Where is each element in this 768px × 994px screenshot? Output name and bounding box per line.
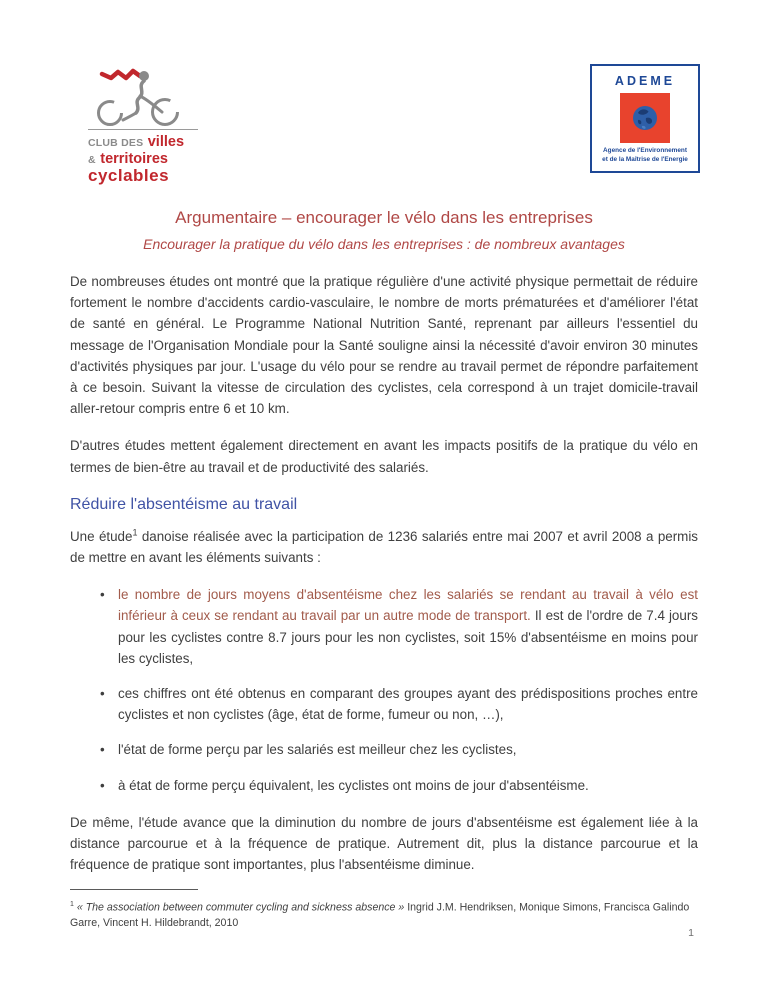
paragraph-other-studies: D'autres études mettent également directement en avant les impacts positifs de la pratique du vélo en termes de bien-être au travail et de productivité des salariés. xyxy=(70,438,698,475)
club-logo-amp: & xyxy=(88,154,96,166)
finding-highlight: le nombre de jours moyens d'absentéisme chez les salariés se rendant au travail à vélo est inférieur à ceux se rendant au travail par un autre mode de transport. xyxy=(118,587,698,624)
footnote-block xyxy=(70,889,698,932)
bullet-icon: • xyxy=(100,742,105,758)
document-subtitle: Encourager la pratique du vélo dans les entreprises : de nombreux avantages xyxy=(143,236,625,252)
bullet-icon: • xyxy=(100,587,105,603)
paragraph-conclusion: De même, l'étude avance que la diminution du nombre de jours d'absentéisme est également liée à la distance parcourue et à la fréquence de pratique. Autrement dit, plus la distance parcourue et la fréquence de pratique sont importantes, plus l'absentéisme diminue. xyxy=(70,814,698,873)
club-logo-text-red: villes xyxy=(147,134,185,150)
footnote-number: 1 xyxy=(70,901,74,908)
document-body xyxy=(70,271,698,891)
ademe-logo xyxy=(590,64,700,173)
finding-text: à état de forme perçu équivalent, les cyclistes ont moins de jour d'absentéisme. xyxy=(118,777,589,793)
club-logo-line1 xyxy=(88,134,206,151)
list-item xyxy=(100,683,698,725)
paragraph-intro: De nombreuses études ont montré que la pratique régulière d'une activité physique permettait de réduire fortement le nombre d'accidents cardio-vasculaire, le nombre de morts prématurées et d'améliorer l'état de santé en général. Le Programme National Nutrition Santé, reprenant par ailleurs l'essentiel du message de l'Organisation Mondiale pour la Santé souligne ainsi la nécessité d'avoir environ 30 minutes d'activités physiques par jour. L'usage du vélo pour se rendre au travail permet de répondre parfaitement à ce besoin. Suivant la vitesse de circulation des cyclistes, cela correspond à un trajet domicile-travail aller-retour compris entre 6 et 10 km. xyxy=(70,274,698,417)
paragraph-study-intro xyxy=(70,526,698,568)
finding-rest: Il est de l'ordre de 7.4 jours pour les cyclistes contre 8.7 jours pour les non cyclistes, soit 15% d'absentéisme en moins pour les cyclistes, xyxy=(118,608,698,666)
footnote-citation-title: « The association between commuter cycling and sickness absence » xyxy=(76,901,405,914)
footnote-divider xyxy=(70,889,198,890)
footnote-citation-authors: Ingrid J.M. Hendriksen, Monique Simons, Francisca Galindo Garre, Vincent H. Hildebrandt, 2010 xyxy=(70,901,690,930)
club-logo-line3 xyxy=(88,168,206,184)
club-villes-cyclables-logo xyxy=(88,66,206,184)
bullet-icon: • xyxy=(100,777,105,793)
list-item xyxy=(100,739,698,760)
club-logo-text-red3: cyclables xyxy=(88,166,170,185)
footnote-reference-mark: 1 xyxy=(132,527,138,538)
list-item xyxy=(100,584,698,669)
findings-list xyxy=(70,584,698,796)
document-title: Argumentaire – encourager le vélo dans les entreprises xyxy=(175,208,593,227)
finding-text: ces chiffres ont été obtenus en comparant des groupes ayant des prédispositions proches entre cyclistes et non cyclistes (âge, état de forme, fumeur ou non, …), xyxy=(118,686,698,723)
logo-divider xyxy=(88,129,198,130)
globe-icon xyxy=(629,102,661,134)
study-text-pre: Une étude xyxy=(70,528,133,544)
ademe-red-square xyxy=(620,93,670,143)
ademe-tagline-line1: Agence de l'Environnement xyxy=(603,147,687,154)
section-heading-absenteisme: Réduire l'absentéisme au travail xyxy=(70,495,298,513)
cyclist-icon xyxy=(88,66,200,126)
study-text-post: danoise réalisée avec la participation de 1236 salariés entre mai 2007 et avril 2008 a permis de mettre en avant les éléments suivants : xyxy=(70,528,698,566)
list-item xyxy=(100,775,698,796)
footnote-text xyxy=(70,897,698,932)
bullet-icon: • xyxy=(100,686,105,702)
finding-text: l'état de forme perçu par les salariés est meilleur chez les cyclistes, xyxy=(118,742,517,758)
page-number: 1 xyxy=(688,927,694,939)
club-logo-text-gray: CLUB DES xyxy=(88,137,144,149)
club-logo-text-red2: territoires xyxy=(100,151,168,167)
ademe-tagline-line2: et de la Maîtrise de l'Energie xyxy=(602,155,688,163)
ademe-name: ADEME xyxy=(614,74,676,88)
